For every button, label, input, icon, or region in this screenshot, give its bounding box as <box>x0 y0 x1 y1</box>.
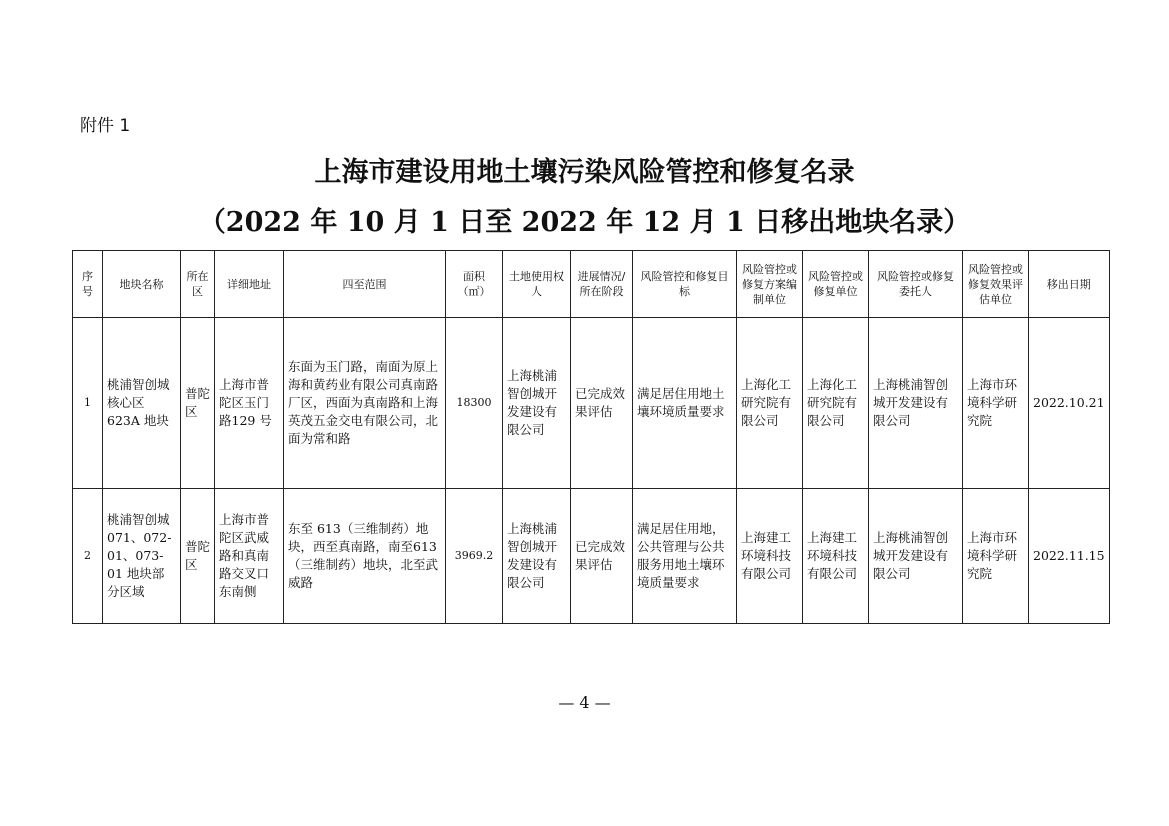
table-cell: 上海市普陀区玉门路129 号 <box>215 318 284 489</box>
table-cell: 上海桃浦智创城开发建设有限公司 <box>869 489 963 624</box>
table-cell: 1 <box>73 318 103 489</box>
table-cell: 上海市环境科学研究院 <box>963 318 1029 489</box>
column-header: 移出日期 <box>1029 251 1110 318</box>
column-header: 风险管控或修复委托人 <box>869 251 963 318</box>
table-cell: 桃浦智创城 071、072-01、073-01 地块部分区域 <box>103 489 181 624</box>
table-cell: 18300 <box>446 318 503 489</box>
column-header: 所在区 <box>181 251 215 318</box>
table-cell: 满足居住用地，公共管理与公共服务用地土壤环境质量要求 <box>633 489 737 624</box>
table-cell: 上海建工环境科技有限公司 <box>737 489 803 624</box>
table-cell: 已完成效果评估 <box>571 489 633 624</box>
attachment-label: 附件 1 <box>80 116 131 136</box>
table-cell: 2022.11.15 <box>1029 489 1110 624</box>
table-cell: 2022.10.21 <box>1029 318 1110 489</box>
table-cell: 东至 613（三维制药）地块，西至真南路，南至613（三维制药）地块，北至武威路 <box>284 489 446 624</box>
table-row <box>73 318 1110 489</box>
column-header: 序号 <box>73 251 103 318</box>
table-cell: 上海桃浦智创城开发建设有限公司 <box>503 318 571 489</box>
table-cell: 上海桃浦智创城开发建设有限公司 <box>503 489 571 624</box>
table-cell: 东面为玉门路，南面为原上海和黄药业有限公司真南路厂区，西面为真南路和上海英茂五金交电有限公司，北面为常和路 <box>284 318 446 489</box>
table-cell: 满足居住用地土壤环境质量要求 <box>633 318 737 489</box>
table-cell: 上海桃浦智创城开发建设有限公司 <box>869 318 963 489</box>
column-header: 详细地址 <box>215 251 284 318</box>
table-cell: 上海市环境科学研究院 <box>963 489 1029 624</box>
table-cell: 上海化工研究院有限公司 <box>737 318 803 489</box>
table-cell: 2 <box>73 489 103 624</box>
removed-plots-table <box>72 250 1110 624</box>
column-header: 风险管控和修复目标 <box>633 251 737 318</box>
column-header: 面积（㎡） <box>446 251 503 318</box>
column-header: 风险管控或修复效果评估单位 <box>963 251 1029 318</box>
column-header: 进展情况/所在阶段 <box>571 251 633 318</box>
table-cell: 普陀区 <box>181 318 215 489</box>
document-title: 上海市建设用地土壤污染风险管控和修复名录 <box>314 157 855 188</box>
column-header: 土地使用权人 <box>503 251 571 318</box>
document-subtitle: （2022 年 10 月 1 日至 2022 年 12 月 1 日移出地块名录） <box>198 207 971 238</box>
column-header: 四至范围 <box>284 251 446 318</box>
table-cell: 上海市普陀区武威路和真南路交叉口东南侧 <box>215 489 284 624</box>
table-header-row <box>73 251 1110 318</box>
column-header: 地块名称 <box>103 251 181 318</box>
column-header: 风险管控或修复单位 <box>803 251 869 318</box>
page-number: — 4 — <box>558 693 611 712</box>
table-cell: 已完成效果评估 <box>571 318 633 489</box>
table-cell: 桃浦智创城核心区623A 地块 <box>103 318 181 489</box>
column-header: 风险管控或修复方案编制单位 <box>737 251 803 318</box>
table-cell: 上海化工研究院有限公司 <box>803 318 869 489</box>
table-cell: 3969.2 <box>446 489 503 624</box>
table-row <box>73 489 1110 624</box>
table-cell: 普陀区 <box>181 489 215 624</box>
table-cell: 上海建工环境科技有限公司 <box>803 489 869 624</box>
